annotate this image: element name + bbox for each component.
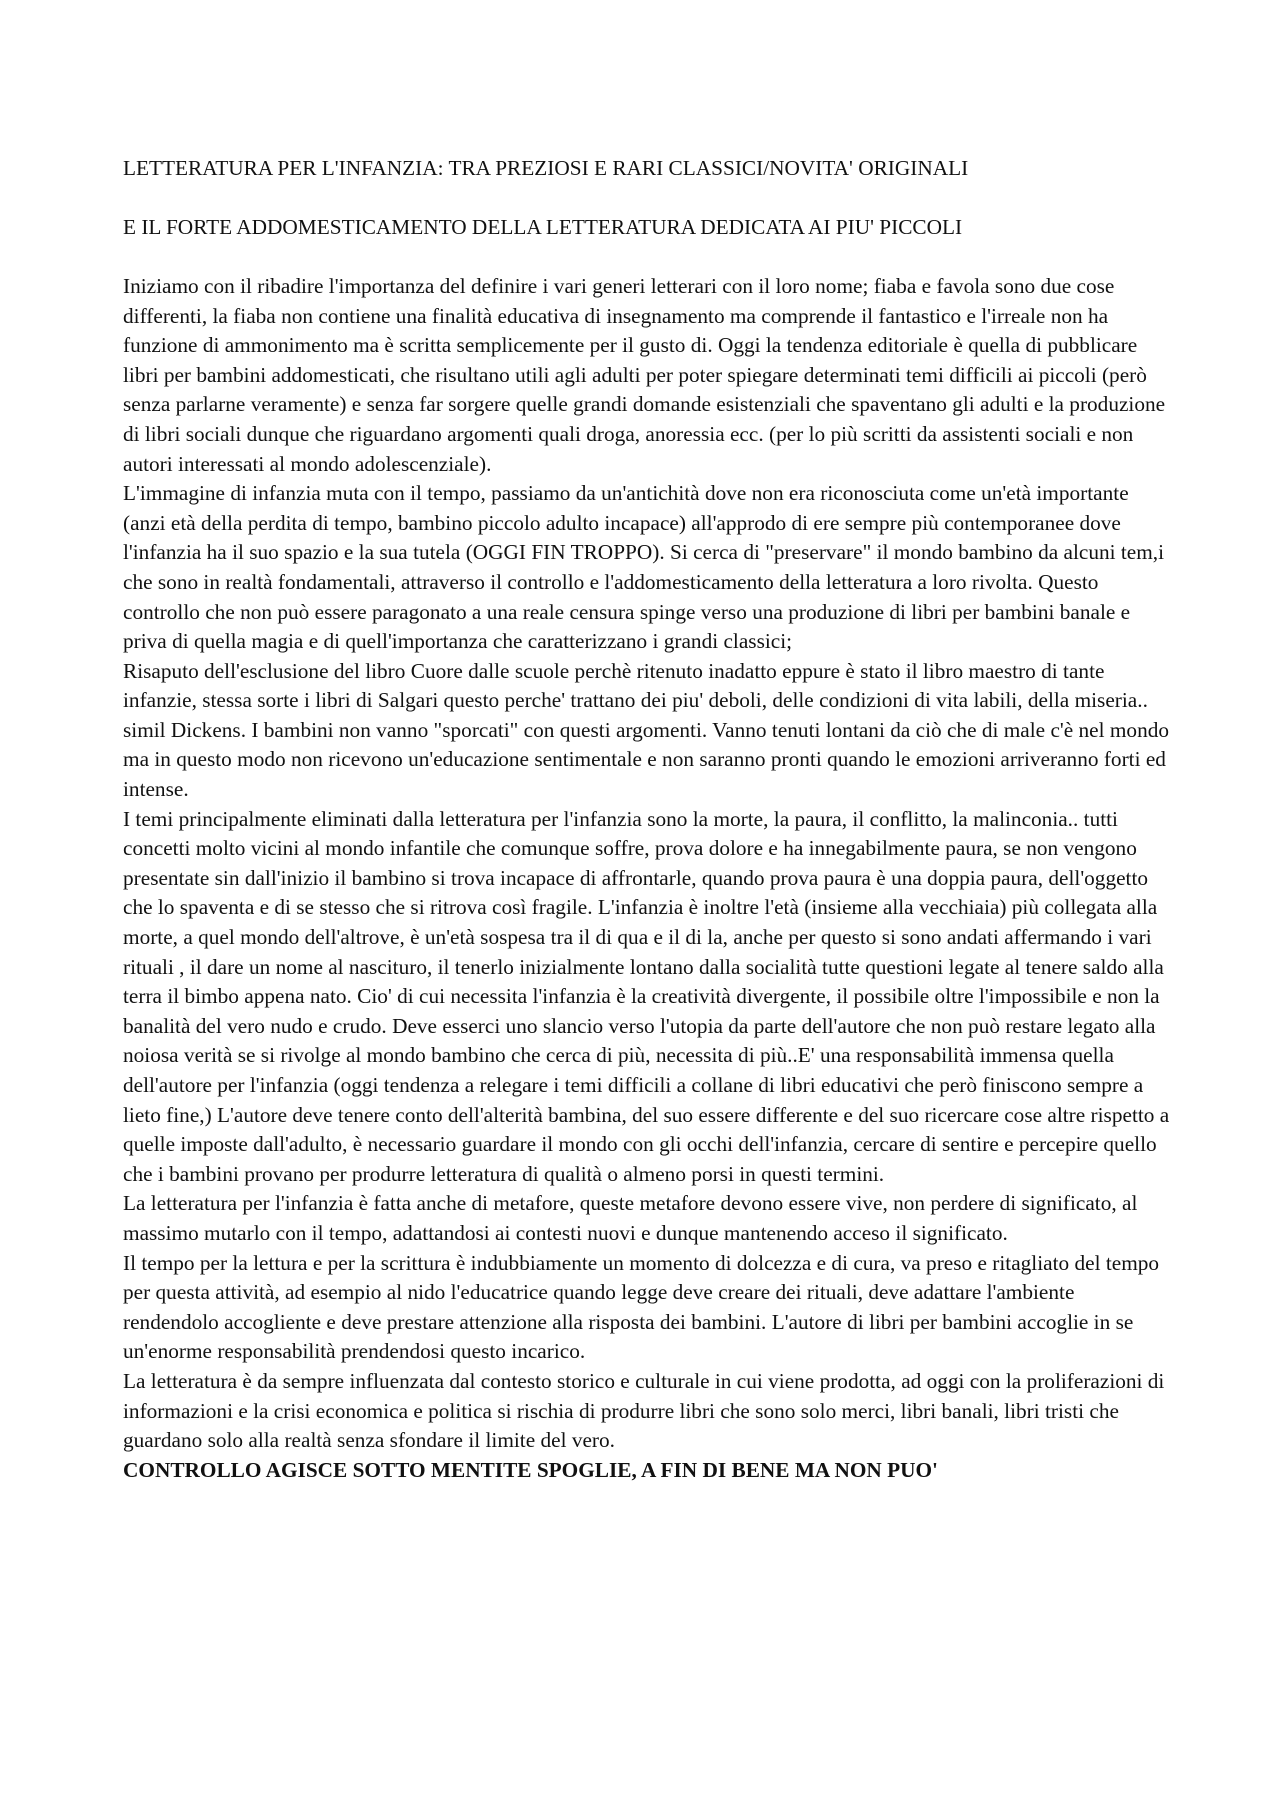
title-line-1: LETTERATURA PER L'INFANZIA: TRA PREZIOSI E RARI CLASSICI/NOVITA' ORIGINALI — [123, 155, 969, 180]
paragraph-1: Iniziamo con il ribadire l'importanza del definire i vari generi letterari con il loro nome; fiaba e favola sono due cose differenti, la fiaba non contiene una finalità educativa di insegnamento ma comprende il fantastico e l'irreale non ha funzione di ammonimento ma è scritta semplicemente per il gusto di. Oggi la tendenza editoriale è quella di pubblicare libri per bambini addomesticati, che risultano utili agli adulti per poter spiegare determinati temi difficili ai piccoli (però senza parlarne veramente) e senza far sorgere quelle grandi domande esistenziali che spaventano gli adulti e la produzione di libri sociali dunque che riguardano argomenti quali droga, anoressia ecc. (per lo più scritti da assistenti sociali e non autori interessati al mondo adolescenziale). — [123, 273, 1166, 476]
document-page — [123, 124, 1173, 1485]
paragraph-3: Risaputo dell'esclusione del libro Cuore dalle scuole perchè ritenuto inadatto eppure è stato il libro maestro di tante infanzie, stessa sorte i libri di Salgari questo perche' trattano dei piu' deboli, delle condizioni di vita labili, della miseria.. simil Dickens. I bambini non vanno "sporcati" con questi argomenti. Vanno tenuti lontani da ciò che di male c'è nel mondo ma in questo modo non ricevono un'educazione sentimentale e non saranno pronti quando le emozioni arriveranno forti ed intense. — [123, 658, 1170, 802]
closing-statement: CONTROLLO AGISCE SOTTO MENTITE SPOGLIE, A FIN DI BENE MA NON PUO' — [123, 1457, 938, 1482]
paragraph-7: La letteratura è da sempre influenzata dal contesto storico e culturale in cui viene prodotta, ad oggi con la proliferazioni di informazioni e la crisi economica e politica si rischia di produrre libri che sono solo merci, libri banali, libri tristi che guardano solo alla realtà senza sfondare il limite del vero. — [123, 1368, 1165, 1453]
paragraph-5: La letteratura per l'infanzia è fatta anche di metafore, queste metafore devono essere vive, non perdere di significato, al massimo mutarlo con il tempo, adattandosi ai contesti nuovi e dunque mantenendo acceso il significato. — [123, 1191, 1138, 1245]
title-spacer — [123, 242, 1173, 272]
paragraph-4: I temi principalmente eliminati dalla letteratura per l'infanzia sono la morte, la paura, il conflitto, la malinconia.. tutti concetti molto vicini al mondo infantile che comunque soffre, prova dolore e ha innegabilmente paura, se non vengono presentate sin dall'inizio il bambino si trova incapace di affrontarle, quando prova paura è una doppia paura, dell'oggetto che lo spaventa e di se stesso che si ritrova così fragile. L'infanzia è inoltre l'età (insieme alla vecchiaia) più collegata alla morte, a quel mondo dell'altrove, è un'età sospesa tra il di qua e il di la, anche per questo si sono andati affermando i vari rituali , il dare un nome al nascituro, il tenerlo inizialmente lontano dalla socialità tutte questioni legate al tenere saldo alla terra il bimbo appena nato. Cio' di cui necessita l'infanzia è la creatività divergente, il possibile oltre l'impossibile e non la banalità del vero nudo e crudo. Deve esserci uno slancio verso l'utopia da parte dell'autore che non può restare legato alla noiosa verità se si rivolge al mondo bambino che cerca di più, necessita di più..E' una responsabilità immensa quella dell'autore per l'infanzia (oggi tendenza a relegare i temi difficili a collane di libri educativi che però finiscono sempre a lieto fine,) L'autore deve tenere conto dell'alterità bambina, del suo essere differente e del suo ricercare cose altre rispetto a quelle imposte dall'adulto, è necessario guardare il mondo con gli occhi dell'infanzia, cercare di sentire e percepire quello che i bambini provano per produrre letteratura di qualità o almeno porsi in questi termini. — [123, 806, 1170, 1186]
document-title — [123, 124, 1173, 242]
paragraph-2: L'immagine di infanzia muta con il tempo, passiamo da un'antichità dove non era riconosciuta come un'età importante (anzi età della perdita di tempo, bambino piccolo adulto incapace) all'approdo di ere sempre più contemporanee dove l'infanzia ha il suo spazio e la sua tutela (OGGI FIN TROPPO). Si cerca di "preservare" il mondo bambino da alcuni tem,i che sono in realtà fondamentali, attraverso il controllo e l'addomesticamento della letteratura a loro rivolta. Questo controllo che non può essere paragonato a una reale censura spinge verso una produzione di libri per bambini banale e priva di quella magia e di quell'importanza che caratterizzano i grandi classici; — [123, 481, 1165, 654]
title-line-2: E IL FORTE ADDOMESTICAMENTO DELLA LETTERATURA DEDICATA AI PIU' PICCOLI — [123, 214, 963, 239]
paragraph-6: Il tempo per la lettura e per la scrittura è indubbiamente un momento di dolcezza e di cura, va preso e ritagliato del tempo per questa attività, ad esempio al nido l'educatrice quando legge deve creare dei rituali, deve adattare l'ambiente rendendolo accogliente e deve prestare attenzione alla risposta dei bambini. L'autore di libri per bambini accoglie in se un'enorme responsabilità prendendosi questo incarico. — [123, 1250, 1160, 1364]
